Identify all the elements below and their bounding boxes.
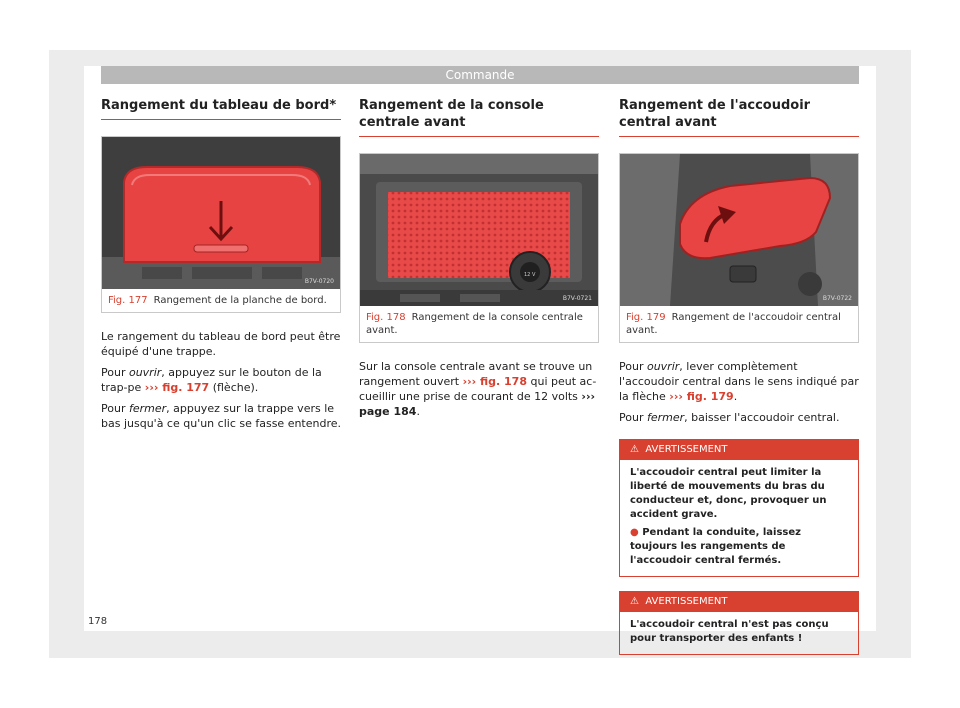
- paragraph: Sur la console centrale avant se trouve un rangement ouvert ››› fig. 178 qui peut ac-cueillir une prise de courant de 12 volts ››› page 184.: [359, 360, 597, 418]
- warning-box: [619, 439, 859, 577]
- figure-179: [619, 153, 859, 343]
- caption-text: Rangement de la planche de bord.: [153, 295, 327, 306]
- figure-177: [101, 136, 341, 313]
- paragraph: Le rangement du tableau de bord peut être équipé d'une trappe.: [101, 330, 341, 358]
- figure-link[interactable]: ››› fig. 179: [669, 390, 734, 403]
- warning-body: L'accoudoir central n'est pas conçu pour transporter des enfants !: [630, 619, 829, 644]
- figure-number: Fig. 179: [626, 312, 666, 323]
- figure-number: Fig. 178: [366, 312, 406, 323]
- figure-caption: [620, 306, 858, 342]
- bullet-icon: ●: [630, 527, 639, 538]
- section-armrest-storage: [619, 97, 859, 655]
- console-storage-illustration: [360, 154, 598, 306]
- armrest-illustration: [620, 154, 858, 306]
- figure-caption: [102, 289, 340, 312]
- warning-body: L'accoudoir central peut limiter la liberté de mouvements du bras du conducteur et, donc, provoquer un accident grave. ● Pendant la conduite, laissez toujours les rangements de l'accoudoir central fermés.: [630, 467, 827, 566]
- warning-header: ⚠ AVERTISSEMENT: [620, 440, 858, 460]
- figure-code: B7V-0720: [304, 278, 334, 285]
- figure-code: B7V-0721: [562, 295, 592, 302]
- page-number: 178: [88, 616, 108, 627]
- section-dashboard-storage: [101, 97, 341, 437]
- paragraph: Pour ouvrir, appuyez sur le bouton de la trap-pe ››› fig. 177 (flèche).: [101, 366, 322, 394]
- figure-178: [359, 153, 599, 343]
- paragraph: Pour fermer, baisser l'accoudoir central.: [619, 411, 840, 424]
- figure-link[interactable]: ››› fig. 178: [462, 375, 527, 388]
- dashboard-storage-illustration: [102, 137, 340, 289]
- paragraph: Pour fermer, appuyez sur la trappe vers le bas jusqu'à ce qu'un clic se fasse entendre.: [101, 402, 342, 430]
- section-title: Rangement de l'accoudoir central avant: [619, 97, 859, 137]
- warning-box: [619, 591, 859, 655]
- section-title: Rangement du tableau de bord*: [101, 97, 341, 120]
- section-center-console-storage: [359, 97, 599, 425]
- warning-icon: ⚠: [630, 596, 639, 607]
- figure-code: B7V-0722: [822, 295, 852, 302]
- warning-header: ⚠ AVERTISSEMENT: [620, 592, 858, 612]
- figure-number: Fig. 177: [108, 295, 148, 306]
- page-link[interactable]: ››› page 184: [359, 390, 596, 418]
- section-title: Rangement de la console centrale avant: [359, 97, 599, 137]
- figure-link[interactable]: ››› fig. 177: [144, 381, 210, 394]
- socket-label: 12 V: [524, 272, 536, 278]
- caption-text: Rangement de la console centrale avant.: [366, 312, 583, 336]
- warning-icon: ⚠: [630, 444, 639, 455]
- chapter-header: Commande: [101, 66, 859, 84]
- paragraph: Pour ouvrir, lever complètement l'accoudoir central dans le sens indiqué par la flèche ››› fig. 179.: [619, 360, 859, 403]
- caption-text: Rangement de l'accoudoir central avant.: [626, 312, 841, 336]
- figure-caption: [360, 306, 598, 342]
